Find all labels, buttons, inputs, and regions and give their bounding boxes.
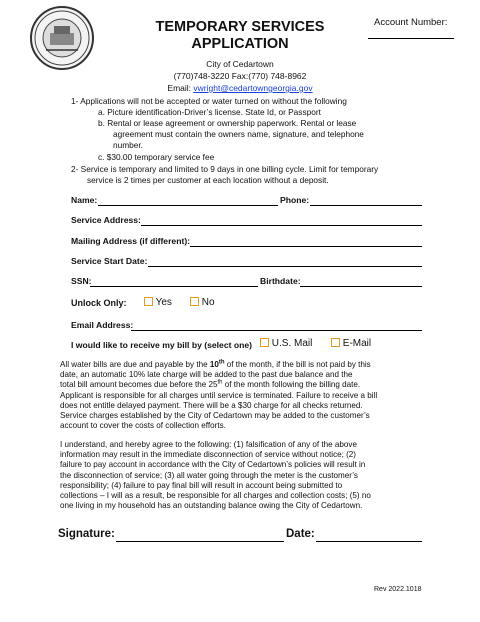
- unlock-yes-option[interactable]: [144, 297, 172, 308]
- signature-field[interactable]: [116, 541, 284, 542]
- email-checkbox[interactable]: [331, 338, 340, 347]
- no-checkbox[interactable]: [190, 297, 199, 306]
- rule-1b-line2: agreement must contain the owners name, signature, and telephone: [113, 129, 364, 139]
- email-option[interactable]: [331, 338, 371, 349]
- signature-label: Signature:: [58, 528, 115, 540]
- us-mail-label: U.S. Mail: [271, 338, 313, 349]
- email-option-label: E-Mail: [342, 338, 372, 349]
- email-address-label: Email Address:: [71, 320, 134, 330]
- unlock-only-label: Unlock Only:: [71, 298, 127, 308]
- revision-label: Rev 2022.1018: [374, 586, 422, 593]
- name-label: Name:: [71, 195, 98, 205]
- us-mail-option[interactable]: [260, 338, 312, 349]
- ssn-label: SSN:: [71, 276, 92, 286]
- rule-1c: c. $30.00 temporary service fee: [98, 152, 215, 162]
- birthdate-label: Birthdate:: [260, 276, 301, 286]
- bill-preference-label: I would like to receive my bill by (select one): [71, 340, 253, 350]
- terms-p2-line6: collections – I will as a result, be responsible for all charges and collection costs; (5) no: [60, 491, 371, 501]
- email-label: Email:: [167, 83, 194, 93]
- city-seal-logo: [30, 6, 94, 70]
- yes-checkbox[interactable]: [144, 297, 153, 306]
- terms-p1-line2: date, an automatic 10% late charge will be added to the past due balance and the: [60, 370, 353, 380]
- terms-paragraph-1: [60, 360, 432, 431]
- date-label: Date:: [286, 528, 315, 540]
- terms-p1-line3: total bill amount becomes due before the 25th of the month following the billing date.: [60, 379, 361, 390]
- phone-field[interactable]: [310, 205, 422, 206]
- birthdate-field[interactable]: [300, 286, 422, 287]
- terms-p2-line2: information may result in the immediate disconnection of service without notice; (2): [60, 450, 357, 460]
- email-line: [120, 83, 360, 93]
- email-address-field[interactable]: [131, 330, 422, 331]
- no-label: No: [201, 297, 215, 308]
- city-name: City of Cedartown: [206, 59, 274, 69]
- start-date-field[interactable]: [148, 266, 422, 267]
- terms-p2-line7: one living in my household has an outstanding balance owing the City of Cedartown.: [60, 501, 363, 511]
- terms-p2-line3: failure to pay account in accordance with the City of Cedartown’s policies will result in: [60, 460, 366, 470]
- form-title-line2: APPLICATION: [191, 36, 289, 52]
- email-link[interactable]: vwright@cedartowngeorgia.gov: [193, 83, 313, 93]
- service-address-label: Service Address:: [71, 215, 141, 225]
- terms-p1-line6: Service charges established by the City of Cedartown may be added to the customer’s: [60, 411, 370, 421]
- name-field[interactable]: [98, 205, 278, 206]
- terms-p2-line5: responsibility; (4) failure to pay final bill will result in account being submitted to: [60, 480, 343, 490]
- yes-label: Yes: [155, 297, 172, 308]
- terms-p1-line7: account to cover the costs of collection efforts.: [60, 421, 226, 431]
- date-field[interactable]: [316, 541, 422, 542]
- mailing-address-field[interactable]: [190, 246, 422, 247]
- account-number-field[interactable]: [368, 38, 454, 39]
- rule-1b-line1: b. Rental or lease agreement or ownership paperwork. Rental or lease: [98, 118, 357, 128]
- rule-1a: a. Picture identification-Driver’s license. State Id, or Passport: [98, 107, 321, 117]
- rule-2-line2: service is 2 times per customer at each location without a deposit.: [87, 175, 329, 185]
- terms-p1-line4: Applicant is responsible for all charges until service is terminated. Failure to receive a bill: [60, 390, 378, 400]
- form-title-line1: TEMPORARY SERVICES: [155, 19, 325, 35]
- phone-fax: (770)748-3220 Fax:(770) 748-8962: [173, 71, 307, 81]
- terms-p1-line1: All water bills are due and payable by the 10th of the month, if the bill is not paid by this: [60, 359, 371, 369]
- terms-p1-line5: does not entitle delayed payment. There will be a $30 charge for all checks returned.: [60, 400, 363, 410]
- us-mail-checkbox[interactable]: [260, 338, 269, 347]
- terms-paragraph-2: [60, 440, 432, 511]
- unlock-no-option[interactable]: [190, 297, 215, 308]
- account-number-label: Account Number:: [374, 17, 448, 28]
- ssn-field[interactable]: [90, 286, 258, 287]
- start-date-label: Service Start Date:: [71, 256, 148, 266]
- rule-2-line1: 2- Service is temporary and limited to 9 days in one billing cycle. Limit for temporary: [71, 164, 379, 174]
- phone-label: Phone:: [280, 195, 310, 205]
- terms-p2-line1: I understand, and hereby agree to the following: (1) falsification of any of the above: [60, 440, 357, 449]
- terms-p2-line4: the disconnection of service; (3) all water going through the meter is the customer’s: [60, 470, 358, 480]
- rule-1: 1- Applications will not be accepted or water turned on without the following: [71, 96, 347, 106]
- rule-1b-line3: number.: [113, 140, 143, 150]
- service-address-field[interactable]: [141, 225, 422, 226]
- mailing-address-label: Mailing Address (if different):: [71, 236, 191, 246]
